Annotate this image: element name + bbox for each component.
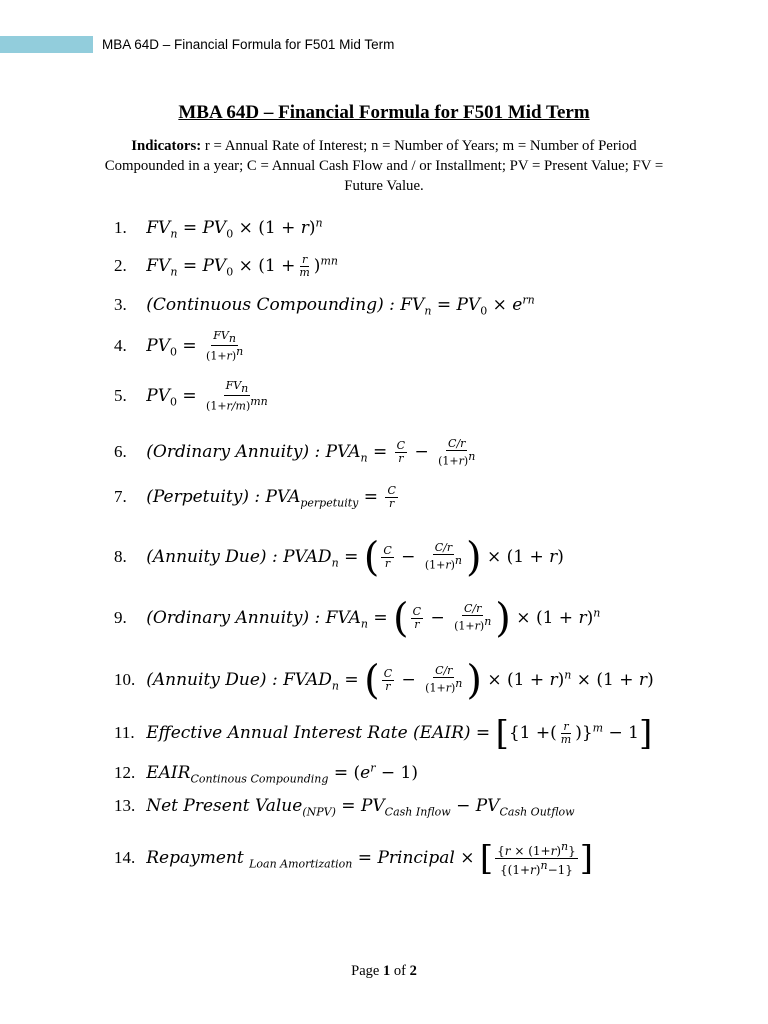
footer-page-label: Page	[351, 963, 380, 979]
header-accent-bar	[0, 36, 93, 53]
formula-3: 3. (Continuous Compounding) : $FV_n = PV_0 \times e^{rn}$	[114, 293, 535, 318]
formula-12: 12. $EAIR_{Continous Compounding} = (e^r - 1)$	[114, 761, 418, 786]
formula-number: 2.	[114, 255, 127, 275]
formula-number: 7.	[114, 487, 127, 506]
formula-label: (Continuous Compounding) :	[146, 294, 401, 315]
formula-label: (Annuity Due) :	[146, 669, 284, 690]
formula-number: 12.	[114, 762, 136, 782]
formula-number: 4.	[114, 335, 127, 355]
formula-8: 8. (Annuity Due) : $PVAD_n$ = ( $\frac{C}{r}$ − $\frac{C/r}{(1+r)^n}$ ) × (1 + r)	[114, 534, 564, 580]
running-header: MBA 64D – Financial Formula for F501 Mid Term	[102, 37, 395, 52]
indicators-text: r = Annual Rate of Interest; n = Number of Years; m = Number of Period Compounded in a year; C = Annual Cash Flow and / or Installment; PV = Present Value; FV = Future Value.	[104, 138, 664, 194]
footer-page-number: 1	[382, 963, 391, 979]
formula-number: 1.	[114, 217, 127, 237]
formula-14: 14. Repayment $_{Loan Amortization}$ = Principal × [ $\frac{\{r \times (1+r)^n\}}{\{(1+r)^n-1\}}$ ]	[114, 838, 594, 879]
formula-13: 13. Net Present Value$_{(NPV)}$ = $PV_{Cash Inflow} - PV_{Cash Outflow}$	[114, 796, 575, 819]
formula-9: 9. (Ordinary Annuity) : $FVA_n$ = ( $\frac{C}{r}$ − $\frac{C/r}{(1+r)^n}$ ) × $(1 + r)^n$	[114, 595, 601, 641]
formula-1: 1. $FV_n = PV_0 \times (1 + r)^n$	[114, 216, 323, 241]
formula-number: 3.	[114, 294, 127, 314]
indicators-label: Indicators:	[131, 138, 202, 154]
formula-label: Net Present Value	[146, 796, 303, 816]
formula-2: 2. $FV_n = PV_0 \times (1$ + $\frac{r}{m}$ )$^{mn}$	[114, 252, 338, 279]
formula-7: 7. (Perpetuity) : $PVA_{perpetuity}$ = $\frac{C}{r}$	[114, 484, 396, 510]
formula-subscript: perpetuity	[300, 496, 359, 510]
footer-page-total: 2	[409, 963, 417, 979]
formula-label: Principal	[377, 848, 455, 868]
formula-number: 11.	[114, 722, 135, 742]
formula-label: (Ordinary Annuity) :	[146, 442, 326, 463]
formula-label: (Perpetuity) :	[146, 487, 266, 507]
formula-subscript: Cash Inflow	[384, 805, 451, 819]
formula-10: 10. (Annuity Due) : $FVAD_n$ = ( $\frac{C}{r}$ − $\frac{C/r}{(1+r)^n}$ ) × $(1 + r)^n \times (1 + r)$	[114, 657, 654, 703]
formula-number: 6.	[114, 442, 127, 462]
page-title: MBA 64D – Financial Formula for F501 Mid Term	[178, 102, 590, 123]
formula-label: Effective Annual Interest Rate (EAIR) =	[146, 722, 496, 743]
formula-label: (Annuity Due) :	[146, 546, 284, 567]
formula-label: Repayment	[146, 848, 244, 868]
formula-number: 5.	[114, 385, 127, 405]
formula-11: 11. Effective Annual Interest Rate (EAIR) = [{1 +( $\frac{r}{m}$ )}$^m$ − 1]	[114, 713, 653, 753]
formula-number: 13.	[114, 796, 136, 815]
formula-6: 6. (Ordinary Annuity) : $PVA_n$ = $\frac{C}{r}$ − $\frac{C/r}{(1+r)^n}$	[114, 437, 476, 468]
indicators-paragraph	[92, 136, 676, 196]
formula-number: 9.	[114, 607, 127, 627]
formula-number: 10.	[114, 669, 136, 689]
formula-label: (Ordinary Annuity) :	[146, 607, 326, 628]
formula-number: 14.	[114, 848, 136, 867]
formula-4: 4. $PV_0$ = $\frac{FV_n}{(1+r)^n}$	[114, 329, 244, 363]
page-footer	[0, 963, 768, 980]
formula-subscript: Continous Compounding	[190, 772, 329, 786]
formula-5: 5. $PV_0$ = $\frac{FV_n}{(1+r/m)^{mn}}$	[114, 379, 268, 413]
formula-subscript: (NPV)	[302, 805, 336, 819]
footer-of-label: of	[393, 963, 406, 979]
formula-number: 8.	[114, 546, 127, 566]
formula-subscript: Cash Outflow	[499, 805, 575, 819]
formula-subscript: Loan Amortization	[249, 857, 353, 871]
